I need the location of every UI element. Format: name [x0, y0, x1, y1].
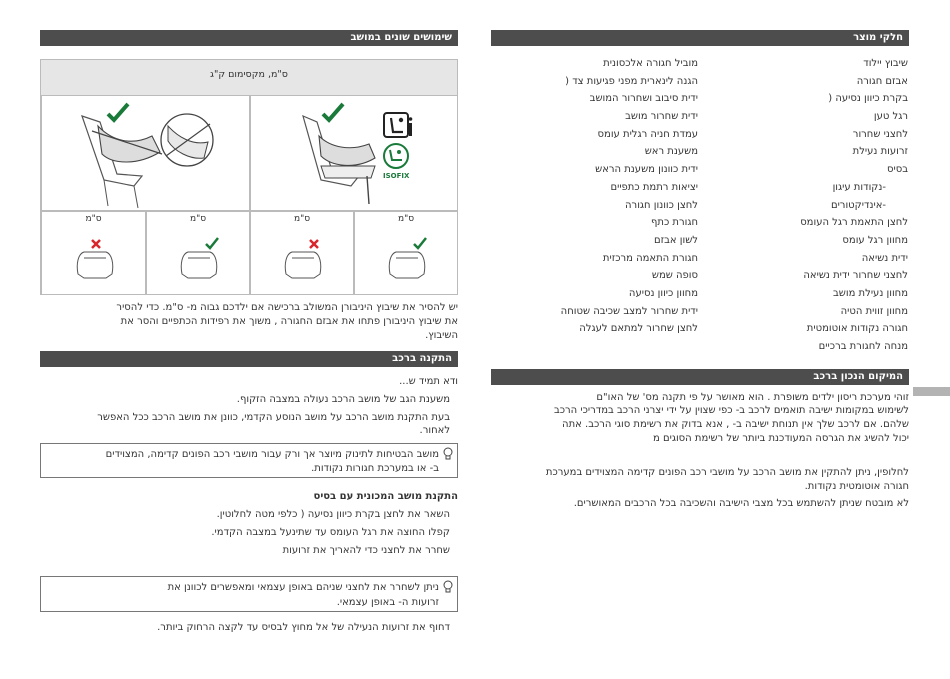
list-item: מחוון זווית הטיה: [840, 305, 908, 317]
various-uses-header: שימושים שונים במושב: [40, 30, 458, 46]
list-item: מחוון רגל עומס: [842, 234, 908, 246]
cell-label: ס"מ: [293, 214, 311, 224]
lightbulb-icon: [443, 447, 453, 461]
list-item: הגנה לינארית מפני פגיעות צד (: [565, 75, 698, 87]
list-item: סופה שמש: [651, 270, 698, 282]
list-item: מחוון נעילת מושב: [833, 287, 908, 299]
list-item: בקרת כיוון נסיעה (: [828, 93, 908, 105]
base-step: השאר את לחצן בקרת כיוון נסיעה ( כלפי מטה לחלוטין.: [216, 509, 450, 520]
list-item: לחצן שחרור למתאם לעגלה: [579, 323, 698, 335]
install-header: התקנה ברכב: [40, 351, 458, 367]
isofix-seat-illustration: [251, 96, 457, 210]
note-line: לא מובטח שניתן להשתמש בכל מצבי הישיבה והשכיבה בכל הרכבים המאושרים.: [573, 498, 909, 509]
list-item: ידית כוונון משענת הראש: [595, 164, 698, 176]
list-item: חגורת כתף: [650, 217, 698, 229]
base-install-title: התקנת מושב המכונית עם בסיס: [313, 491, 458, 502]
list-item: ידית שחרור למצב שכיבה שטוחה: [560, 305, 698, 317]
list-item: בסיס: [887, 164, 908, 176]
list-item: מוביל חגורה אלכסונית: [603, 58, 698, 69]
isofix-label: ISOFIX: [383, 172, 410, 180]
tip-line: מושב הבטיחות לתינוק מיוצר אך ורק עבור מושבי רכב הפונים קדימה, המצוידים: [105, 449, 439, 460]
cross-icon-seat: [70, 234, 120, 284]
list-item: משענת ראש: [644, 146, 698, 158]
usage-cell: [41, 211, 146, 295]
tip-line: ב- או במערכת חגורות נקודות.: [311, 463, 439, 474]
list-item: -אינדיקטורים: [830, 199, 886, 211]
parts-list-col1: [708, 55, 908, 356]
belted-seat-illustration: [42, 96, 249, 210]
list-item: מנחה לחגורת ברכיים: [818, 341, 908, 352]
cell-label: ס"מ: [85, 214, 102, 224]
usage-cell: [354, 211, 458, 295]
list-item: רגל טען: [873, 111, 908, 123]
tip-line: זרועות ה- באופן עצמאי.: [336, 597, 439, 608]
usage-cell: [146, 211, 250, 295]
placement-line: זוהי מערכת ריסון ילדים משופרת . הוא מאושר על פי תקנה מס' של האו"ם: [596, 392, 909, 403]
parts-header: חלקי מוצר: [491, 30, 909, 46]
placement-line: שלהם. אם לרכב שלך אין תנוחת ישיבה ב- , אנא בדוק את רשימת סוגי הרכב. אתה: [562, 419, 909, 430]
removal-line: את שיבוץ היניבורן פתחו את אבזם החגורה , משוך את רפידות הכתפיים והסר את: [120, 316, 458, 327]
cell-label: ס"מ: [397, 214, 415, 224]
list-item: לחצן כוונון חגורה: [625, 199, 698, 211]
diagram-top-label: ס"מ, מקסימום ק"ג: [210, 69, 288, 80]
ensure-item: משענת הגב של מושב הרכב נעולה במצבה הזקוף.: [236, 394, 450, 405]
list-item: זרועות נעילת: [852, 146, 908, 158]
list-item: ידית שחרור מושב: [625, 111, 698, 123]
placement-header: המיקום הנכון ברכב: [491, 369, 909, 385]
list-item: אבזם חגורה: [856, 75, 908, 87]
base-step: שחרר את לחצני כדי להאריך את זרועות: [282, 545, 450, 556]
list-item: עמדת חניה רגלית עומס: [597, 128, 698, 140]
check-icon-seat: [174, 234, 224, 284]
tip-box: [40, 576, 458, 612]
placement-line: לשימוש במקומות ישיבה תואמים לרכב ב- כפי שצוין על ידי יצרני הרכב במדריכי הרכב: [553, 405, 909, 416]
base-step: קפלו החוצה את רגל העומס עד שתינעל במצבה הקדמי.: [211, 527, 450, 538]
list-item: חגורה נקודות אוטומטית: [806, 323, 908, 335]
parts-list-col2: [498, 55, 698, 338]
base-step: דחוף את זרועות הנעילה של אל מחוץ לבסיס עד לקצה הרחוק ביותר.: [157, 622, 450, 633]
list-item: חגורת התאמה מרכזית: [602, 252, 698, 264]
list-item: יציאות רתמת כתפיים: [610, 181, 698, 193]
cross-icon-seat: [278, 234, 328, 284]
usage-cell: [250, 211, 354, 295]
list-item: שיבוץ יילוד: [863, 58, 908, 69]
ensure-title: ודא תמיד ש...: [399, 376, 458, 387]
check-icon-seat: [382, 234, 432, 284]
list-item: לחצני שחרור: [852, 128, 908, 140]
list-item: לחצן התאמת רגל העומס: [800, 217, 908, 229]
list-item: -נקודות עיגון: [832, 181, 886, 193]
cell-label: ס"מ: [189, 214, 207, 224]
list-item: ידית נשיאה: [861, 252, 908, 264]
placement-line: יכול להשיג את הגרסה המעודכנת ביותר של רשימת הסוגים מ: [652, 433, 909, 444]
alt-line: לחלופין, ניתן להתקין את מושב הרכב על מושבי רכב הפונים קדימה המצוידים במערכת: [545, 467, 909, 478]
tip-line: ניתן לשחרר את לחצני שניהם באופן עצמאי ומאפשרים לכוונן את: [167, 582, 439, 593]
isofix-install-figure: [250, 95, 458, 211]
ensure-item: לאחור.: [419, 425, 450, 436]
removal-line: השיבוץ.: [425, 330, 458, 341]
removal-line: יש להסיר את שיבוץ היניבורן המשולב ברכישה אם ילדכם גבוה מ- ס"מ. כדי להסיר: [116, 302, 458, 313]
list-item: לחצני שחרור ידית נשיאה: [803, 270, 908, 282]
ensure-item: בעת התקנת מושב הרכב על מושב הנוסע הקדמי, כוונן את מושב הרכב ככל האפשר: [97, 412, 450, 423]
page-tab-marker: [913, 387, 950, 396]
usage-diagram: [40, 59, 458, 295]
list-item: לשון אבזם: [654, 234, 698, 246]
tip-box: [40, 443, 458, 478]
list-item: מחוון כיוון נסיעה: [628, 287, 698, 299]
lightbulb-icon: [443, 580, 453, 594]
alt-line: חגורה אוטומטית נקודות.: [804, 481, 909, 492]
belted-install-figure: [41, 95, 250, 211]
list-item: ידית סיבוב ושחרור המושב: [589, 93, 698, 105]
